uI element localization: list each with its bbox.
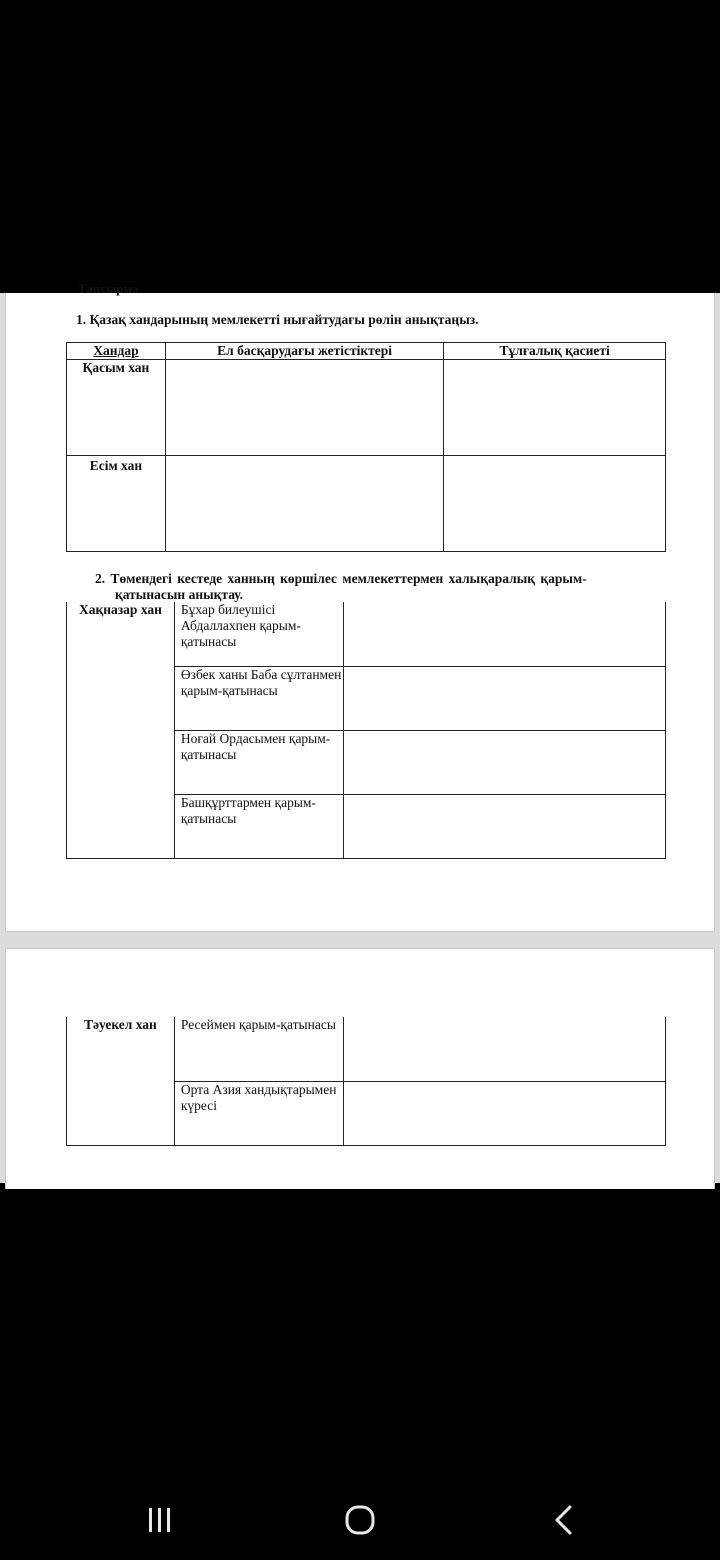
table-khans-roles bbox=[66, 342, 666, 552]
cell-empty[interactable] bbox=[343, 794, 665, 858]
relation-nogai: Ноғай Ордасымен қарым-қатынасы bbox=[174, 730, 343, 794]
table-row bbox=[67, 360, 666, 456]
row-khan-kasym: Қасым хан bbox=[67, 360, 166, 456]
cell-empty[interactable] bbox=[343, 602, 665, 666]
header-khans: Хандар bbox=[67, 343, 166, 360]
table-haknazar bbox=[66, 602, 666, 859]
task2-title-line1: 2. Төмендегі кестеде ханның көршілес мемлекеттермен халықаралық қарым- bbox=[95, 571, 587, 586]
relation-central-asia: Орта Азия хандықтарымен күресі bbox=[174, 1081, 343, 1145]
khan-tauekel: Тәуекел хан bbox=[67, 1017, 175, 1145]
relation-russia: Ресеймен қарым-қатынасы bbox=[174, 1017, 343, 1081]
recent-apps-button[interactable] bbox=[130, 1490, 190, 1550]
table-row bbox=[67, 602, 666, 666]
row-khan-esim: Есім хан bbox=[67, 456, 166, 552]
header-achievements: Ел басқарудағы жетістіктері bbox=[165, 343, 444, 360]
sheet-1 bbox=[5, 281, 715, 932]
cell-empty[interactable] bbox=[343, 666, 665, 730]
cell-empty[interactable] bbox=[165, 456, 444, 552]
cell-empty[interactable] bbox=[165, 360, 444, 456]
home-icon bbox=[344, 1504, 376, 1536]
relation-bashkir: Башқұрттармен қарым-қатынасы bbox=[174, 794, 343, 858]
cell-empty[interactable] bbox=[343, 1081, 665, 1145]
relation-baba-sultan: Өзбек ханы Баба сұлтанмен қарым-қатынасы bbox=[174, 666, 343, 730]
recent-apps-icon bbox=[146, 1506, 174, 1534]
cell-empty[interactable] bbox=[444, 360, 666, 456]
cut-heading: Тапсырма bbox=[78, 281, 139, 296]
sheet-2 bbox=[5, 948, 715, 1189]
task2-title-line2: қатынасын анықтау. bbox=[115, 587, 244, 602]
document-page-2 bbox=[0, 943, 720, 1183]
table-row bbox=[67, 456, 666, 552]
table-row bbox=[67, 1017, 666, 1081]
cell-empty[interactable] bbox=[343, 730, 665, 794]
home-button[interactable] bbox=[330, 1490, 390, 1550]
back-icon bbox=[552, 1504, 576, 1536]
cell-empty[interactable] bbox=[343, 1017, 665, 1081]
document-page-1 bbox=[0, 281, 720, 943]
relation-bukhara: Бұхар билеушісі Абдаллахпен қарым-қатынасы bbox=[174, 602, 343, 666]
cell-empty[interactable] bbox=[444, 456, 666, 552]
khan-haknazar: Хақназар хан bbox=[67, 602, 175, 858]
table-tauekel bbox=[66, 1017, 666, 1146]
header-personal-traits: Тұлғалық қасиеті bbox=[444, 343, 666, 360]
back-button[interactable] bbox=[534, 1490, 594, 1550]
task1-title: 1. Қазақ хандарының мемлекетті нығайтудағы рөлін анықтаңыз. bbox=[76, 312, 479, 327]
